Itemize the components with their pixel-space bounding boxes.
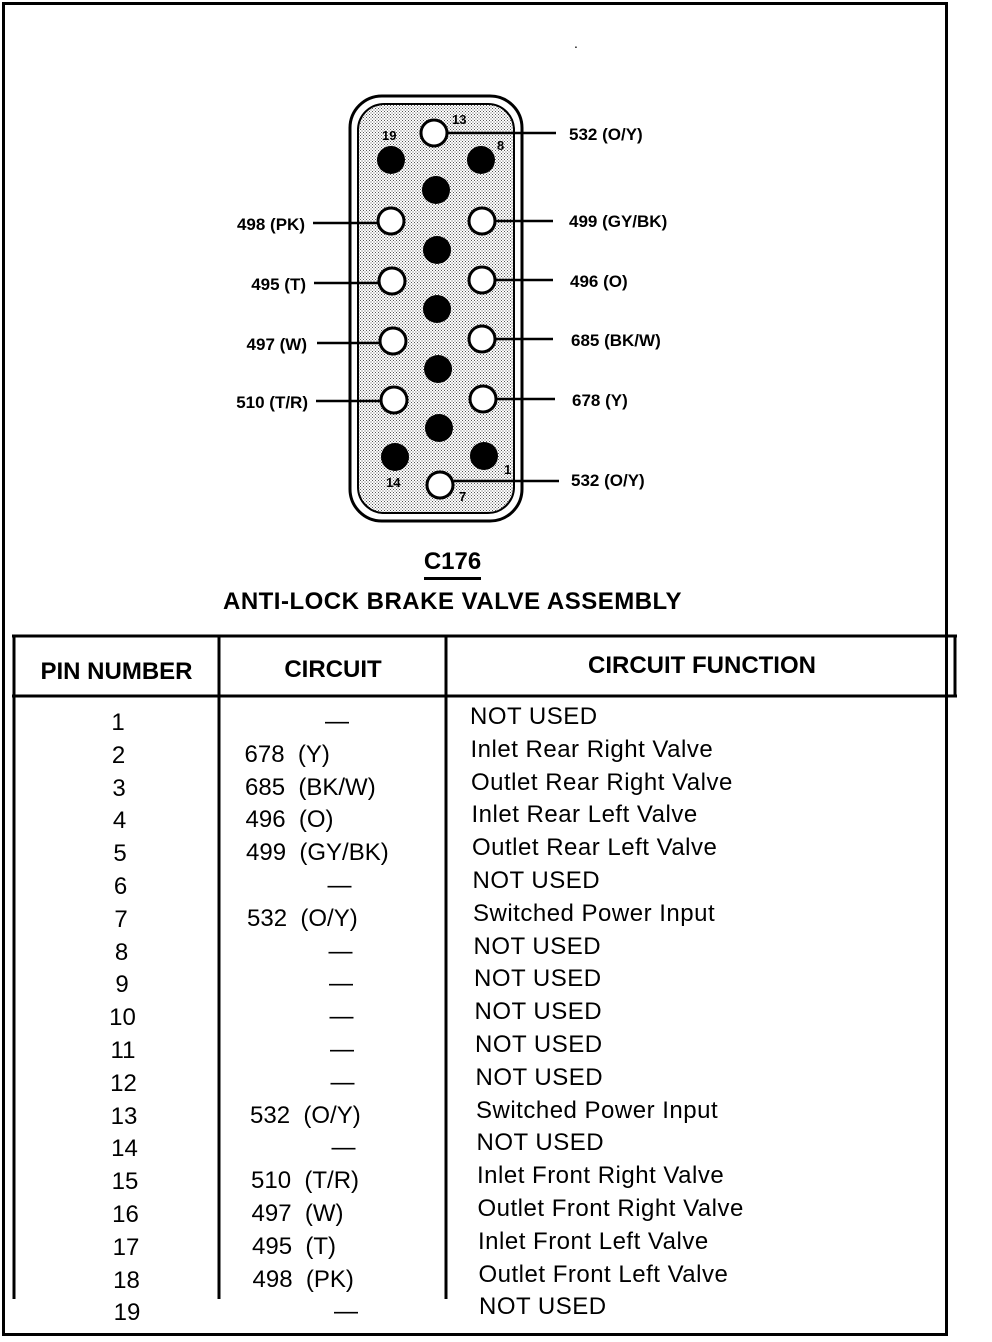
cavity-label-14: 14 <box>386 475 401 490</box>
circuit-cell: 532 (O/Y) <box>247 904 358 932</box>
circuit-function-cell: NOT USED <box>474 965 602 993</box>
wire-label-pin3: 685 (BK/W) <box>571 331 661 350</box>
pin-number-cell: 3 <box>112 774 126 802</box>
circuit-function-cell: Inlet Rear Left Valve <box>471 801 698 829</box>
cavity-18 <box>378 208 404 234</box>
cavity-1 <box>470 442 498 470</box>
wire-label-pin18: 498 (PK) <box>236 215 305 234</box>
circuit-function-cell: NOT USED <box>474 998 603 1026</box>
cavity-label-13: 13 <box>452 112 467 127</box>
circuit-cell: — <box>331 1134 356 1162</box>
circuit-function-cell: Outlet Rear Right Valve <box>471 768 733 796</box>
wire-label-pin7: 532 (O/Y) <box>571 471 645 490</box>
connector-id <box>0 548 905 576</box>
cavity-center-5 <box>425 414 453 442</box>
circuit-cell: 510 (T/R) <box>251 1167 360 1195</box>
header-circuit-function: CIRCUIT FUNCTION <box>588 652 816 679</box>
circuit-cell: — <box>330 1068 355 1096</box>
circuit-cell: — <box>327 872 352 899</box>
cavity-7 <box>427 472 453 498</box>
pin-number-cell: 5 <box>113 840 127 868</box>
pin-number-cell: 16 <box>112 1201 139 1228</box>
pin-number-cell: 10 <box>109 1004 136 1032</box>
pin-number-cell: 7 <box>114 905 128 933</box>
cavity-center-3 <box>423 295 451 323</box>
cavity-17 <box>379 268 405 294</box>
circuit-cell: — <box>325 708 349 735</box>
pin-number-cell: 1 <box>111 709 125 736</box>
wire-label-pin17: 495 (T) <box>251 275 306 294</box>
cavity-19 <box>377 146 405 174</box>
circuit-function-cell: NOT USED <box>472 867 601 894</box>
circuit-function-cell: Outlet Rear Left Valve <box>472 834 718 862</box>
circuit-cell: 678 (Y) <box>244 740 330 768</box>
cavity-3 <box>469 326 495 352</box>
cavity-center-4 <box>424 355 452 383</box>
cavity-label-1: 1 <box>504 462 512 477</box>
pin-number-cell: 11 <box>110 1037 136 1064</box>
circuit-function-cell: Inlet Rear Right Valve <box>470 735 714 763</box>
cavity-4 <box>469 267 495 293</box>
cavity-15 <box>381 387 407 413</box>
circuit-function-cell: NOT USED <box>475 1063 604 1091</box>
cavity-14 <box>381 443 409 471</box>
wire-label-pin16: 497 (W) <box>246 335 307 354</box>
pin-number-cell: 18 <box>113 1266 140 1294</box>
connector-id-text: C176 <box>424 548 481 580</box>
stray-dot: . <box>574 35 578 51</box>
circuit-function-cell: Outlet Front Left Valve <box>478 1260 729 1288</box>
circuit-function-cell: NOT USED <box>473 932 602 960</box>
pin-number-cell: 19 <box>113 1299 141 1327</box>
cavity-label-8: 8 <box>497 138 505 153</box>
circuit-cell: — <box>330 1036 354 1063</box>
wire-label-pin2: 678 (Y) <box>572 391 628 410</box>
circuit-cell: 499 (GY/BK) <box>246 839 389 867</box>
circuit-cell: — <box>329 1003 354 1031</box>
circuit-cell: 498 (PK) <box>252 1265 354 1293</box>
cavity-16 <box>380 328 406 354</box>
circuit-cell: — <box>334 1298 358 1326</box>
pin-number-cell: 14 <box>111 1135 138 1163</box>
cavity-8 <box>467 146 495 174</box>
pin-number-cell: 12 <box>110 1069 137 1097</box>
header-pin-number: PIN NUMBER <box>40 658 193 685</box>
header-circuit: CIRCUIT <box>284 656 382 683</box>
circuit-function-cell: Outlet Front Right Valve <box>477 1195 744 1222</box>
cavity-5 <box>469 208 495 234</box>
circuit-function-cell: Inlet Front Right Valve <box>477 1162 725 1190</box>
circuit-function-cell: NOT USED <box>476 1129 605 1157</box>
circuit-cell: 532 (O/Y) <box>250 1101 361 1129</box>
pin-number-cell: 2 <box>111 741 126 769</box>
circuit-cell: 685 (BK/W) <box>245 773 376 801</box>
circuit-function-cell: NOT USED <box>479 1293 607 1321</box>
circuit-cell: — <box>329 970 353 998</box>
pin-number-cell: 9 <box>115 971 129 999</box>
pin-number-cell: 8 <box>114 938 129 966</box>
cavity-label-7: 7 <box>459 489 467 504</box>
circuit-cell: 497 (W) <box>251 1200 344 1227</box>
cavity-center-2 <box>423 236 451 264</box>
pin-number-cell: 17 <box>112 1233 140 1261</box>
cavity-13 <box>421 120 447 146</box>
cavity-2 <box>470 386 496 412</box>
circuit-cell: 496 (O) <box>245 806 334 834</box>
circuit-cell: — <box>328 937 353 965</box>
circuit-function-cell: NOT USED <box>475 1031 603 1058</box>
circuit-function-cell: NOT USED <box>470 703 598 730</box>
cavity-label-19: 19 <box>382 128 397 143</box>
connector-diagram <box>0 0 992 640</box>
wire-label-pin4: 496 (O) <box>570 272 628 291</box>
pin-number-cell: 6 <box>113 873 128 900</box>
wire-label-pin13: 532 (O/Y) <box>569 125 643 144</box>
circuit-function-cell: Switched Power Input <box>476 1096 719 1124</box>
pin-number-cell: 4 <box>112 807 127 835</box>
wire-label-pin5: 499 (GY/BK) <box>569 212 668 231</box>
circuit-function-cell: Inlet Front Left Valve <box>478 1227 709 1255</box>
cavity-center-1 <box>422 176 450 204</box>
wire-label-pin15: 510 (T/R) <box>236 393 308 412</box>
pin-number-cell: 13 <box>110 1102 138 1130</box>
circuit-function-cell: Switched Power Input <box>473 899 716 927</box>
pin-number-cell: 15 <box>111 1168 139 1196</box>
assembly-name: ANTI-LOCK BRAKE VALVE ASSEMBLY <box>222 588 683 615</box>
circuit-cell: 495 (T) <box>252 1232 337 1260</box>
